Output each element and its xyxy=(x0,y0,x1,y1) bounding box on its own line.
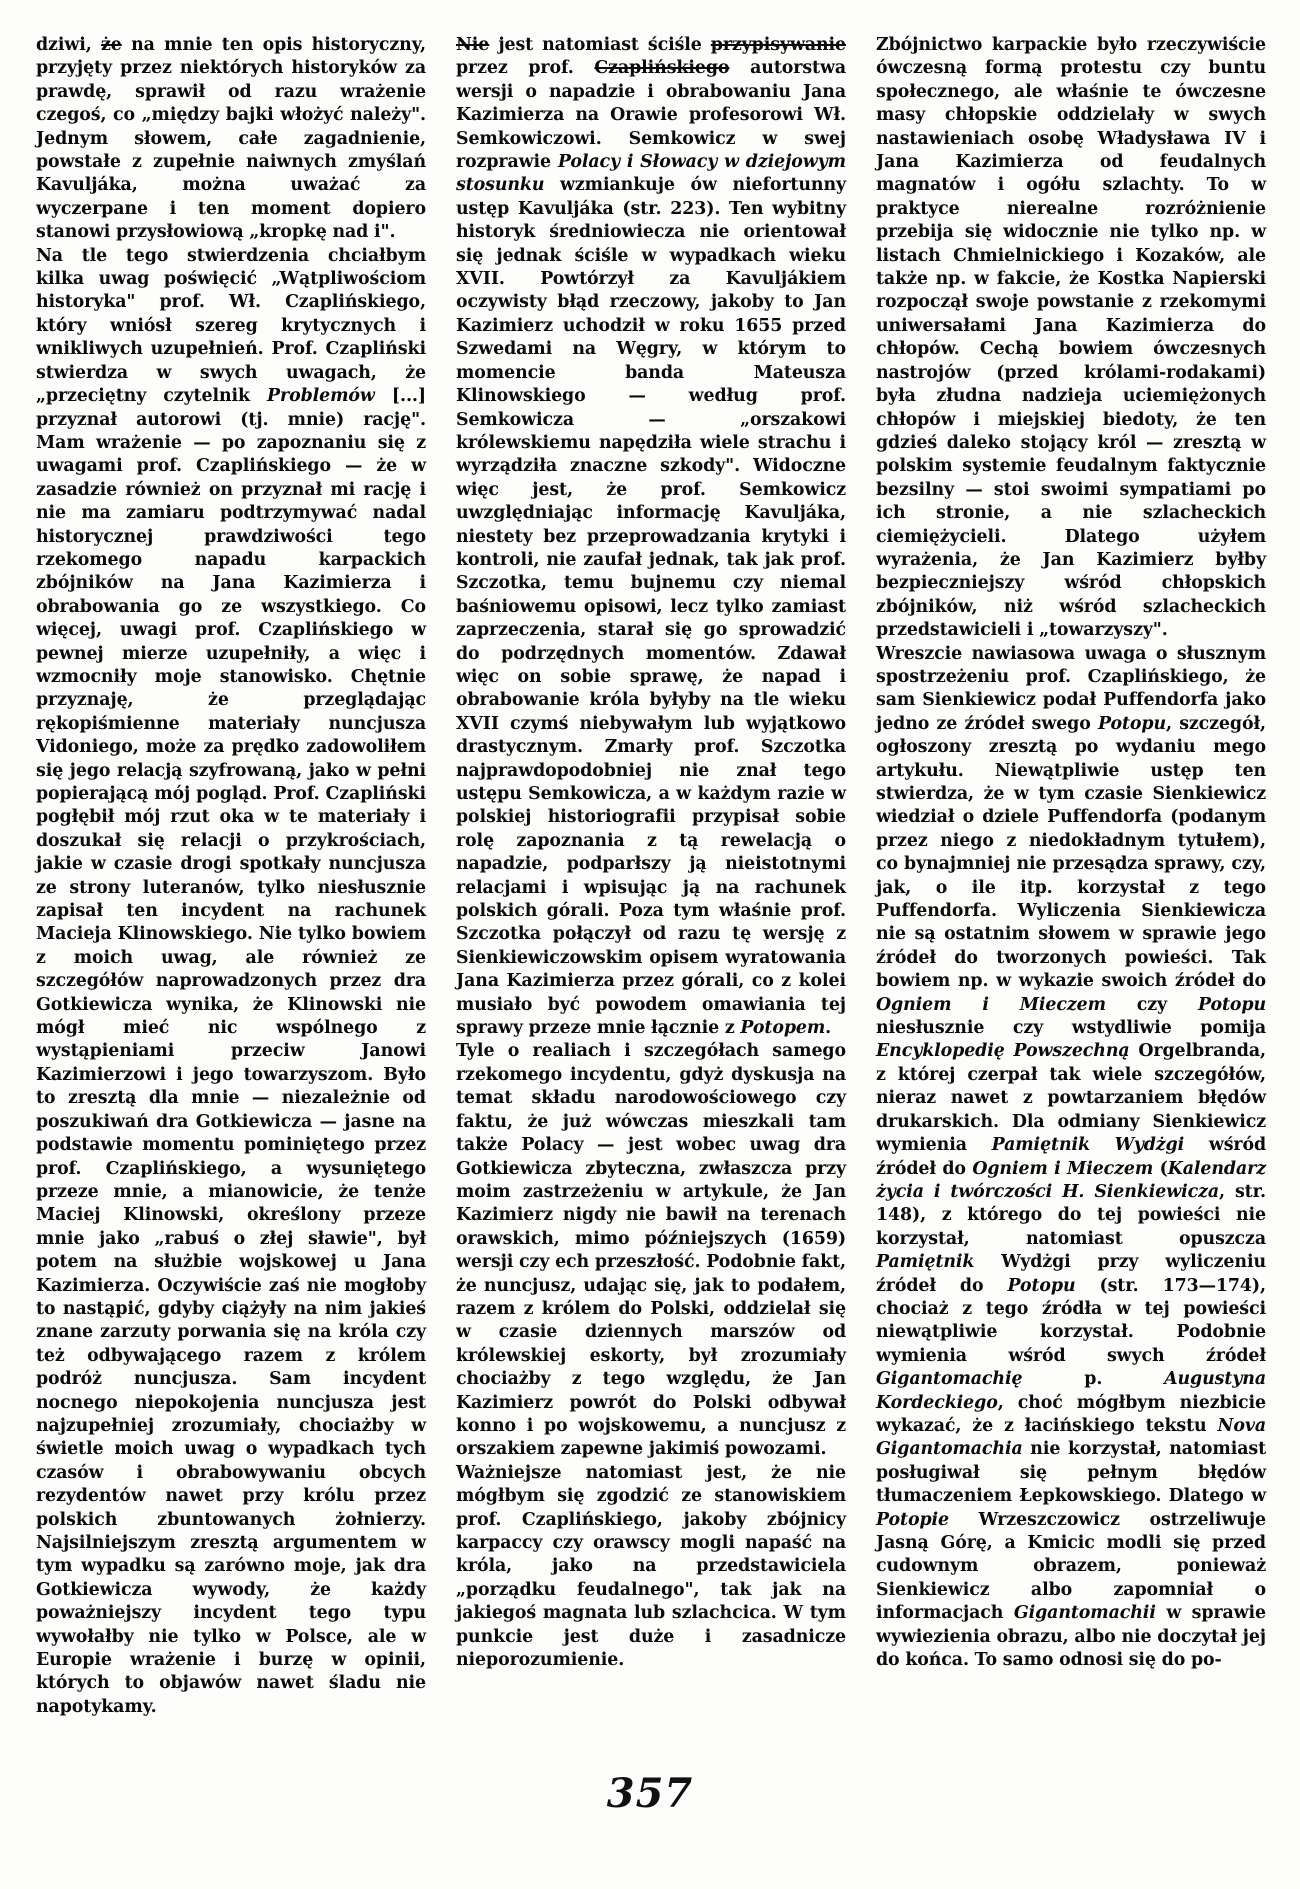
struck-run: Nie xyxy=(456,35,490,55)
text-run: niesłusznie czy wstydliwie pomija xyxy=(876,1018,1266,1039)
italic-run: Ogniem i Mieczem xyxy=(876,994,1106,1015)
text-run: Na tle tego stwierdzenia chciałbym kilka uwag poświęcić „Wątpliwościom historyka" prof. Wł. Czaplińskiego, który wniósł szereg krytycznych i wnikliwych uzupełnień. Prof. Czapliński stwierdza w swych uwagach, że „przeciętny czytelnik xyxy=(36,245,426,407)
text-run: w sprawie wywiezienia obrazu, albo nie doczytał jej do końca. To samo odnosi się do po- xyxy=(876,1603,1266,1671)
column-left xyxy=(36,34,426,1719)
text-run: wśród źródeł do xyxy=(876,1135,1267,1179)
italic-run: Potopie xyxy=(876,1509,949,1530)
paragraph xyxy=(876,34,1266,643)
text-run: nie korzystał, natomiast posługiwał się pełnym błędów tłumaczeniem Łepkowskiego. Dlatego w xyxy=(876,1439,1266,1507)
italic-run: Potopem xyxy=(740,1018,826,1039)
text-run: , choć mógłbym niezbicie wykazać, że z łacińskiego tekstu xyxy=(876,1392,1266,1436)
text-run: Ważniejsze xyxy=(456,1462,562,1483)
italic-run: Nova Gigantomachia xyxy=(876,1415,1266,1460)
italic-run: Problemów xyxy=(267,386,375,407)
italic-run: Augustyna Kordeckiego xyxy=(876,1369,1266,1413)
text-run: (str. 173—174), chociaż z tego źródła w tej powieści niewątpliwie korzystał. Podobnie wymienia wśród swych źródeł xyxy=(876,1275,1266,1366)
struck-run: przypisywanie xyxy=(710,35,846,55)
text-run: o realiach i szczegółach samego rzekomego incydentu, gdyż dyskusja na temat składu narodowościowego czy faktu, że już wówczas mieszkali tam także Polacy — jest wobec uwag dra Gotkiewicza zbyteczna, zwłaszcza przy moim zastrzeżeniu w artykule, że Jan Kazimierz nigdy nie bawił na terenach orawskich, mimo późniejszych (1659) wersji czy ech przeszłość. Podobnie fakt, że nuncjusz, udając się, jak to podałem, razem z królem do Polski, oddzielał się w czasie dziennych marszów od królewskiej eskorty, był zrozumiały chociażby z tego względu, że Jan Kazimierz powrót do Polski odbywał konno i po wojskowemu, a nuncjusz z orszakiem zapewne jakimiś powozami. xyxy=(456,1041,846,1460)
paragraph xyxy=(456,1040,846,1461)
italic-run: Ogniem i Mieczem xyxy=(972,1158,1154,1179)
text-run: [...] przyznał autorowi (tj. mnie) rację". Mam wrażenie — po zapoznaniu się z uwagami prof. Czaplińskiego — że w zasadzie również on przyznał mi rację i nie ma zamiaru podtrzymywać nadal historycznej prawdziwości tego rzekomego napadu karpackich zbójników na Jana Kazimierza i obrabowania go ze wszystkiego. Co więcej, uwagi prof. Czaplińskiego w pewnej mierze uzupełniły, a więc i wzmocniły moje stanowisko. Chętnie przyznaję, że przeglądając rękopiśmienne materiały nuncjusza Vidoniego, może za prędko zadowoliłem się jego relacją szyfrowaną, jako w pełni popierającą mój pogląd. Prof. Czapliński pogłębił mój rzut oka w te materiały i doszukał się relacji o przykrościach, jakie w czasie drogi spotkały nuncjusza ze strony luteranów, tylko niesłusznie zapisał ten incydent na rachunek Macieja Klinowskiego. Nie tylko bowiem z moich uwag, ale również ze szczegółów naprowadzonych przez dra Gotkiewicza wynika, że Klinowski nie mógł mieć nic wspólnego z wystąpieniami przeciw Janowi Kazimierzowi i jego towarzyszom. Było to zresztą dla mnie — niezależnie od poszukiwań dra Gotkiewicza — jasne na podstawie momentu pominiętego przez prof. Czaplińskiego, a wysuniętego przeze mnie, a mianowicie, że tenże Maciej Klinowski, określony przeze mnie jako „rabuś o złej sławie", był potem na służbie wojskowej u Jana Kazimierza. Oczywiście zaś nie mogłoby to nastąpić, gdyby ciążyły na nim jakieś znane zarzuty porwania się na króla czy też odbywającego razem z królem podróż nuncjusza. Sam incydent nocnego niepokojenia nuncjusza jest najzupełniej zrozumiały, chociażby w świetle moich uwag o wypadkach tych czasów i obrabowywaniu obcych rezydentów nawet przy królu przez polskich zbuntowanych żołnierzy. Najsilniejszym zresztą argumentem w tym wypadku są zarówno moje, jak dra Gotkiewicza wywody, że każdy poważniejszy incydent tego typu wywołałby nie tylko w Polsce, ale w Europie wrażenie i burzę w opinii, których to objawów nawet śladu nie napotykamy. xyxy=(36,386,426,1717)
text-run: , szczegół, ogłoszony zresztą po wydaniu mego artykułu. Niewątpliwie ustęp ten stwierdza, że w tym czasie Sienkiewicz wiedział o dziele Puffendorfa (podanym przez niego z niedokładnym tytułem), co bynajmniej nie przesądza sprawy, czy, jak, o ile itp. korzystał z tego Puffendorfa. Wyliczenia Sienkiewicza nie są ostatnim słowem w sprawie jego źródeł do tworzonych powieści. Tak bowiem np. w wykazie swoich źródeł do xyxy=(876,713,1267,992)
italic-run: Encyklopedię Powszechną xyxy=(876,1041,1130,1062)
text-run: Wydżgi przy wyliczeniu źródeł do xyxy=(876,1252,1266,1296)
text-run: Wrzeszczowicz ostrzeliwuje Jasną Górę, a Kmicic modli się przed cudownym obrazem, ponieważ Sienkiewicz albo zapomniał o informacjach xyxy=(876,1509,1266,1624)
text-run: natomiast jest, że nie mógłbym się zgodzić ze stanowiskiem prof. Czaplińskiego, jakoby zbójnicy karpaccy czy orawscy mogli napaść na króla, jako na przedstawiciela „porządku feudalnego", tak jak na jakiegoś magnata lub szlachcica. W tym punkcie jest duże i zasadnicze nieporozumienie. xyxy=(456,1462,846,1671)
text-run: p. xyxy=(1022,1369,1165,1390)
italic-run: Potopu xyxy=(1097,713,1167,734)
text-run: Orgelbranda, z której czerpał tak wiele szczegółów, nieraz nawet z powtarzaniem błędów drukarskich. Dla odmiany Sienkiewicz wymienia xyxy=(876,1041,1266,1156)
text-run: , str. 148), z którego do tej powieści nie korzystał, natomiast opuszcza xyxy=(876,1181,1266,1249)
column-right xyxy=(876,34,1266,1719)
page-number: 357 xyxy=(606,1770,694,1817)
paragraph xyxy=(36,34,426,245)
italic-run: Pamiętnik xyxy=(876,1252,975,1273)
text-run: Wreszcie nawiasowa uwaga o słusznym spostrzeżeniu prof. Czaplińskiego, że sam Sienkiewicz podał Puffendorfa jako jedno ze źródeł swego xyxy=(876,643,1266,734)
italic-run: Polacy i Słowacy w dziejowym stosunku xyxy=(456,152,846,196)
column-middle xyxy=(456,34,846,1719)
italic-run: Pamiętnik Wydżgi xyxy=(991,1135,1185,1156)
text-run: dziwi, xyxy=(36,35,102,55)
paragraph xyxy=(36,245,426,1720)
text-run: przez prof. xyxy=(456,58,595,79)
text-run: . xyxy=(825,1018,832,1039)
italic-run: Potopu xyxy=(1197,994,1267,1015)
text-run: czy xyxy=(1105,994,1198,1015)
text-run: Zbójnictwo karpackie było rzeczywiście ówczesną formą protestu czy buntu społecznego, ale właśnie te ówczesne masy chłopskie oddzielały w swych nastawieniach osobę Władysława IV i Jana Kazimierza od feudalnych magnatów i ogółu szlachty. To w praktyce nierealne rozróżnienie przebija się widocznie nie tylko np. w listach Chmielnickiego i Kozaków, ale także np. w fakcie, że Kostka Napierski rozpoczął swoje powstanie z rzekomymi uniwersałami Jana Kazimierza do chłopów. Cechą bowiem ówczesnych nastrojów (przed królami-rodakami) była złudna nadzieja uciemiężonych chłopów i miejskiej biedoty, że ten gdzieś daleko stojący król — zresztą w polskim systemie feudalnym faktycznie bezsilny — stoi swoimi sympatiami po ich stronie, a nie szlacheckich ciemiężycieli. Dlatego użyłem wyrażenia, że Jan Kazimierz byłby bezpieczniejszy wśród chłopskich zbójników, niż wśród szlacheckich przedstawicieli i „towarzyszy". xyxy=(876,35,1266,641)
italic-run: Gigantomachię xyxy=(876,1369,1023,1390)
text-run: Tyle xyxy=(456,1041,495,1062)
struck-run: że xyxy=(101,35,122,55)
paragraph xyxy=(876,643,1266,1673)
text-run: wzmiankuje ów niefortunny ustęp Kavuljáka (str. 223). Ten wybitny historyk średniowiecza nie orientował się jednak ściśle w wypadkach wieku XVII. Powtórzył za Kavuljákiem oczywisty błąd rzeczowy, jakoby to Jan Kazimierz uchodził w roku 1655 przed Szwedami na Węgry, w którym to momencie banda Mateusza Klinowskiego — według prof. Semkowicza — „orszakowi królewskiemu napędziła wiele strachu i wyrządziła znaczne szkody". Widoczne więc jest, że prof. Semkowicz uwzględniając informację Kavuljáka, niestety bez przeprowadzania krytyki i kontroli, nie zaufał jednak, tak jak prof. Szczotka, temu bujnemu czy niemal baśniowemu opisowi, lecz tylko zamiast zaprzeczenia, starał się go sprowadzić do podrzędnych momentów. Zdawał więc on sobie sprawę, że napad i obrabowanie króla byłyby na tle wieku XVII czymś niebywałym lub wyjątkowo drastycznym. Zmarły prof. Szczotka najprawdopodobniej nie znał tego ustępu Semkowicza, a w każdym razie w polskiej historiografii przypisał sobie rolę zapoznania z tą rewelacją o napadzie, podparłszy ją nieistotnymi relacjami i wpisując ją na rachunek polskich górali. Poza tym właśnie prof. Szczotka połączył od razu tę wersję z Sienkiewiczowskim opisem wyratowania Jana Kazimierza przez górali, co z kolei musiało być powodem omawiania tej sprawy przeze mnie łącznie z xyxy=(456,175,846,1039)
text-run: autorstwa wersji o napadzie i obrabowaniu Jana Kazimierza na Orawie profesorowi Wł. Semkowiczowi. Semkowicz w swej rozprawie xyxy=(456,58,846,173)
struck-run: Czaplińskiego xyxy=(594,58,730,79)
italic-run: Kalendarz życia i twórczości H. Sienkiewicza xyxy=(876,1158,1266,1202)
italic-run: Gigantomachii xyxy=(1013,1603,1156,1624)
paragraph xyxy=(456,34,846,1040)
text-run: jest natomiast ściśle xyxy=(489,35,711,55)
italic-run: Potopu xyxy=(1007,1275,1076,1296)
paragraph xyxy=(456,1462,846,1673)
text-run: ( xyxy=(1153,1158,1168,1179)
text-run: na mnie ten opis historyczny, przyjęty przez niektórych historyków za prawdę, sprawił od razu wrażenie czegoś, co „między bajki włożyć należy". Jednym słowem, całe zagadnienie, powstałe z zupełnie naiwnych zmyślań Kavuljáka, można uważać za wyczerpane i ten moment dopiero stanowi przysłowiową „kropkę nad i". xyxy=(36,35,426,243)
text-columns xyxy=(36,34,1268,1719)
